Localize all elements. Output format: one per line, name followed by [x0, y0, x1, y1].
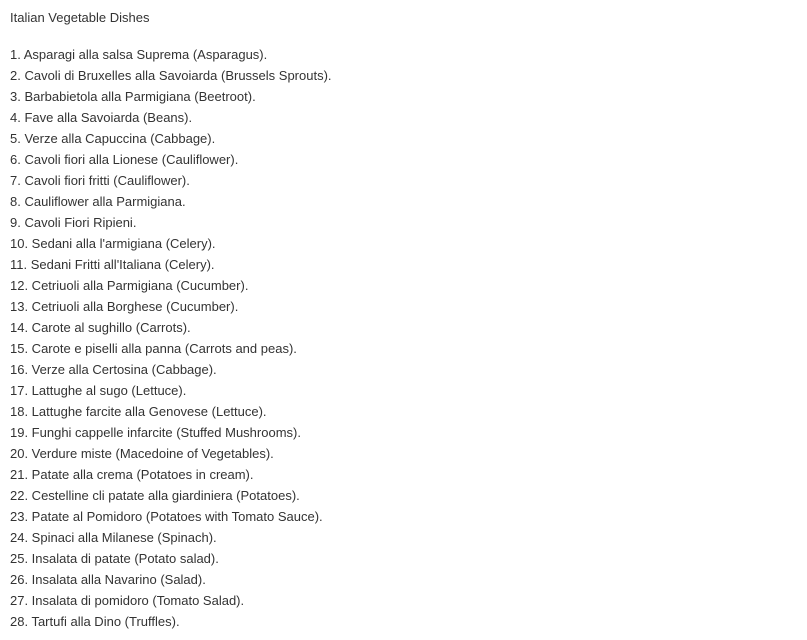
- list-item: 10. Sedani alla l'armigiana (Celery).: [10, 236, 216, 251]
- list-item: 3. Barbabietola alla Parmigiana (Beetroot).: [10, 89, 256, 104]
- list-item: 6. Cavoli fiori alla Lionese (Cauliflower).: [10, 152, 239, 167]
- list-item: 17. Lattughe al sugo (Lettuce).: [10, 383, 187, 398]
- list-item: 12. Cetriuoli alla Parmigiana (Cucumber).: [10, 278, 249, 293]
- list-item: 16. Verze alla Certosina (Cabbage).: [10, 362, 217, 377]
- list-item: 20. Verdure miste (Macedoine of Vegetables).: [10, 446, 274, 461]
- list-item: 5. Verze alla Capuccina (Cabbage).: [10, 131, 216, 146]
- list-item: 26. Insalata alla Navarino (Salad).: [10, 572, 206, 587]
- list-item: 24. Spinaci alla Milanese (Spinach).: [10, 530, 217, 545]
- list-item: 2. Cavoli di Bruxelles alla Savoiarda (Brussels Sprouts).: [10, 68, 332, 83]
- list-item: 13. Cetriuoli alla Borghese (Cucumber).: [10, 299, 239, 314]
- list-item: 11. Sedani Fritti all'Italiana (Celery).: [10, 257, 215, 272]
- list-item: 8. Cauliflower alla Parmigiana.: [10, 194, 186, 209]
- list-item: 27. Insalata di pomidoro (Tomato Salad).: [10, 593, 245, 608]
- list-item: 4. Fave alla Savoiarda (Beans).: [10, 110, 193, 125]
- list-item: 25. Insalata di patate (Potato salad).: [10, 551, 219, 566]
- list-item: 21. Patate alla crema (Potatoes in cream).: [10, 467, 254, 482]
- list-item: 19. Funghi cappelle infarcite (Stuffed Mushrooms).: [10, 425, 301, 440]
- list-item: 28. Tartufi alla Dino (Truffles).: [10, 614, 180, 629]
- list-item: 1. Asparagi alla salsa Suprema (Asparagus).: [10, 47, 268, 62]
- list-item: 18. Lattughe farcite alla Genovese (Lettuce).: [10, 404, 267, 419]
- page-title: Italian Vegetable Dishes: [10, 10, 150, 25]
- list-item: 15. Carote e piselli alla panna (Carrots and peas).: [10, 341, 297, 356]
- list-item: 23. Patate al Pomidoro (Potatoes with Tomato Sauce).: [10, 509, 323, 524]
- list-item: 14. Carote al sughillo (Carrots).: [10, 320, 191, 335]
- list-item: 22. Cestelline cli patate alla giardiniera (Potatoes).: [10, 488, 300, 503]
- dish-list: [10, 44, 807, 632]
- list-item: 9. Cavoli Fiori Ripieni.: [10, 215, 137, 230]
- list-item: 7. Cavoli fiori fritti (Cauliflower).: [10, 173, 190, 188]
